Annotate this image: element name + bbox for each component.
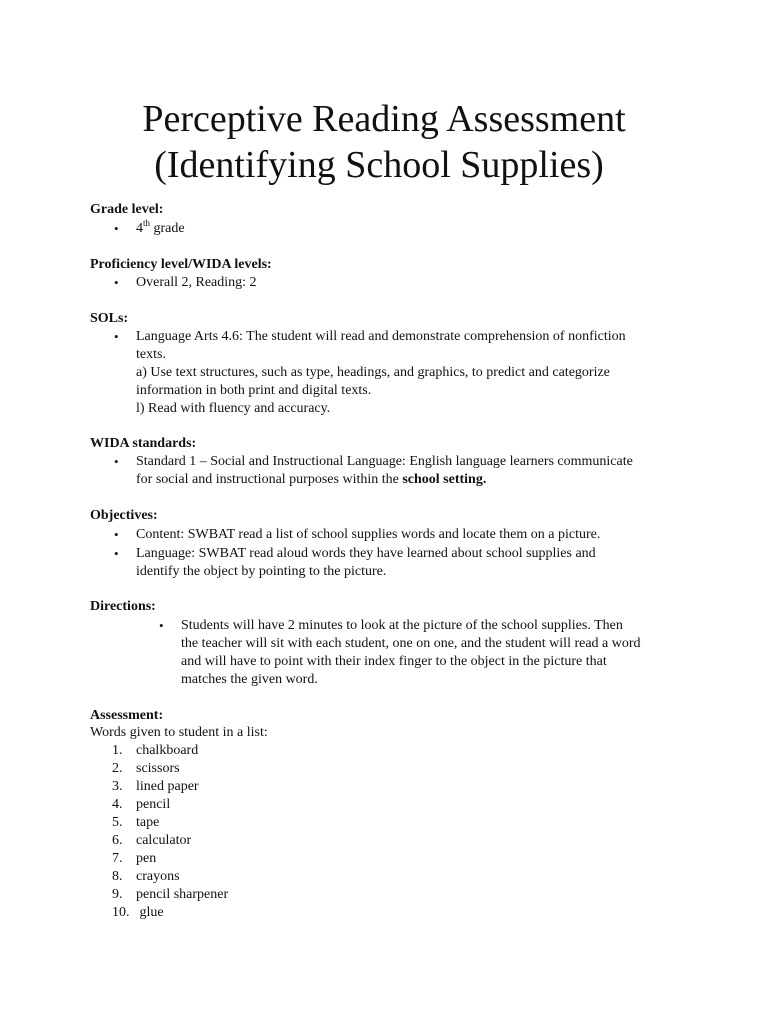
directions-heading: Directions: bbox=[90, 599, 156, 614]
list-item: scissors bbox=[136, 761, 180, 776]
sols-line-1: Language Arts 4.6: The student will read and demonstrate comprehension of nonfiction bbox=[136, 329, 626, 344]
wida-line-1: Standard 1 – Social and Instructional Language: English language learners communicate bbox=[136, 454, 633, 469]
proficiency-heading: Proficiency level/WIDA levels: bbox=[90, 257, 272, 272]
list-number: 9. bbox=[112, 887, 123, 902]
wida-heading: WIDA standards: bbox=[90, 436, 197, 451]
proficiency-value: Overall 2, Reading: 2 bbox=[136, 275, 257, 290]
wida-line-2-text: for social and instructional purposes within the bbox=[136, 472, 403, 487]
list-item: lined paper bbox=[136, 779, 199, 794]
title-line-2: (Identifying School Supplies) bbox=[154, 144, 604, 186]
bullet: • bbox=[114, 527, 119, 542]
grade-level-value bbox=[136, 220, 185, 238]
list-number: 8. bbox=[112, 869, 123, 884]
bullet: • bbox=[114, 546, 119, 561]
list-item: pencil sharpener bbox=[136, 887, 229, 902]
title-line-1: Perceptive Reading Assessment bbox=[142, 98, 626, 140]
list-number: 10. bbox=[112, 905, 130, 920]
grade-level-heading: Grade level: bbox=[90, 202, 164, 217]
sols-line-4: information in both print and digital texts. bbox=[136, 383, 372, 398]
list-number: 5. bbox=[112, 815, 123, 830]
directions-line-4: matches the given word. bbox=[181, 672, 318, 687]
list-number: 1. bbox=[112, 743, 123, 758]
language-label: Language: bbox=[136, 546, 196, 561]
sols-line-3: a) Use text structures, such as type, headings, and graphics, to predict and categorize bbox=[136, 365, 610, 380]
wida-line-2 bbox=[136, 471, 486, 489]
sols-line-2: texts. bbox=[136, 347, 166, 362]
assessment-intro: Words given to student in a list: bbox=[90, 725, 268, 740]
list-item: crayons bbox=[136, 869, 180, 884]
directions-line-3: and will have to point with their index finger to the object in the picture that bbox=[181, 654, 607, 669]
grade-number: 4 bbox=[136, 221, 143, 236]
sols-heading: SOLs: bbox=[90, 311, 129, 326]
list-item: pencil bbox=[136, 797, 171, 812]
language-text: SWBAT read aloud words they have learned about school supplies and bbox=[195, 546, 596, 561]
bullet: • bbox=[159, 618, 164, 633]
bullet: • bbox=[114, 454, 119, 469]
page-title bbox=[0, 96, 768, 188]
objectives-language bbox=[136, 545, 596, 563]
objectives-language-line-2: identify the object by pointing to the picture. bbox=[136, 564, 387, 579]
list-item: chalkboard bbox=[136, 743, 199, 758]
list-number: 4. bbox=[112, 797, 123, 812]
list-number: 6. bbox=[112, 833, 123, 848]
objectives-content: Content: SWBAT read a list of school supplies words and locate them on a picture. bbox=[136, 527, 601, 542]
list-number: 2. bbox=[112, 761, 123, 776]
grade-suffix: grade bbox=[150, 221, 185, 236]
sols-line-5: l) Read with fluency and accuracy. bbox=[136, 401, 331, 416]
list-number: 3. bbox=[112, 779, 123, 794]
list-item: glue bbox=[136, 905, 164, 920]
list-item: pen bbox=[136, 851, 157, 866]
list-item: calculator bbox=[136, 833, 192, 848]
assessment-heading: Assessment: bbox=[90, 708, 164, 723]
directions-line-2: the teacher will sit with each student, one on one, and the student will read a word bbox=[181, 636, 641, 651]
directions-line-1: Students will have 2 minutes to look at the picture of the school supplies. Then bbox=[181, 618, 623, 633]
bullet: • bbox=[114, 221, 119, 236]
bullet: • bbox=[114, 275, 119, 290]
wida-school-setting: school setting. bbox=[402, 472, 487, 487]
objectives-heading: Objectives: bbox=[90, 508, 158, 523]
list-number: 7. bbox=[112, 851, 123, 866]
list-item: tape bbox=[136, 815, 160, 830]
bullet: • bbox=[114, 329, 119, 344]
grade-ordinal: th bbox=[143, 218, 151, 228]
